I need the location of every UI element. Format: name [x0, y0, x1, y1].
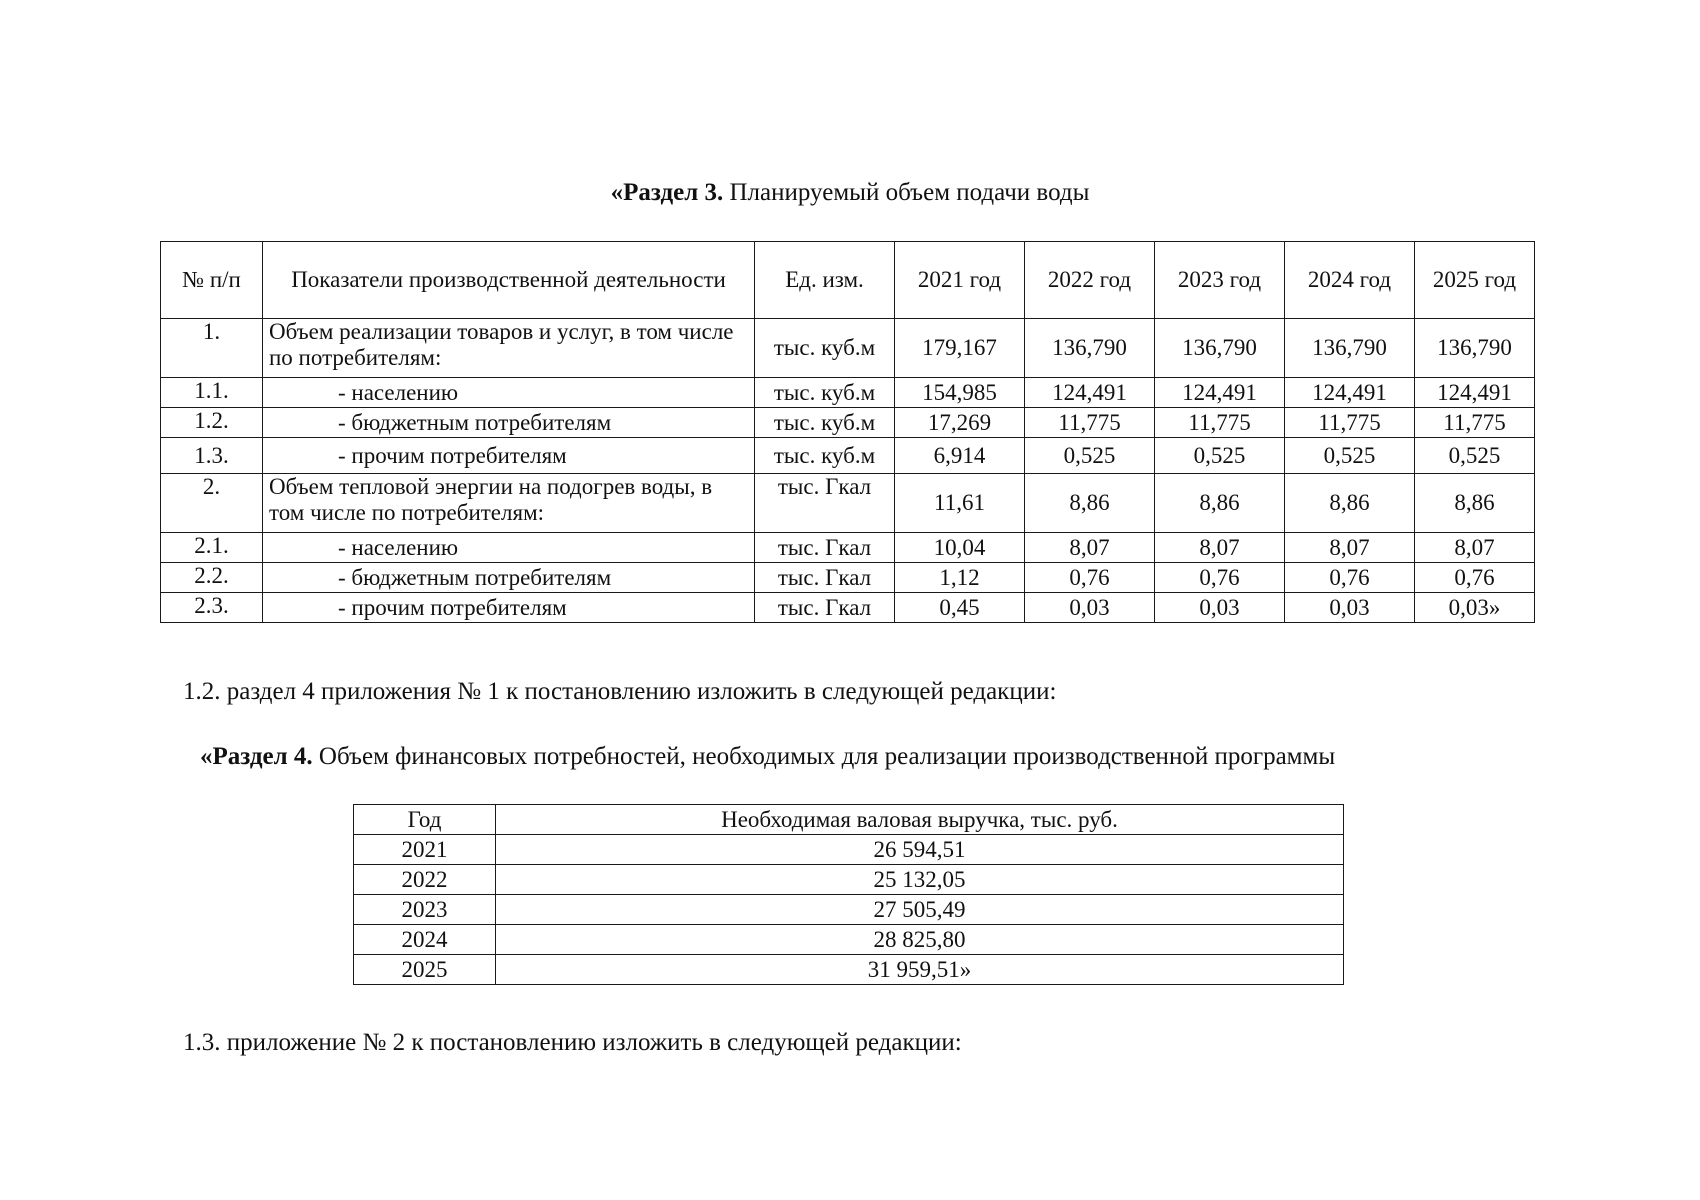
financial-needs-table	[353, 804, 1344, 985]
indicator-name: - населению	[263, 378, 755, 408]
section-3-title	[0, 178, 1700, 208]
value-2021: 154,985	[895, 378, 1025, 408]
value-2023: 0,76	[1155, 563, 1285, 593]
table-row	[354, 955, 1344, 985]
header-cell: Необходимая валовая выручка, тыс. руб.	[496, 805, 1344, 835]
indicator-name: - населению	[263, 533, 755, 563]
unit: тыс. куб.м	[755, 319, 895, 378]
header-cell: 2025 год	[1415, 242, 1535, 319]
row-number: 2.1.	[161, 533, 263, 563]
value-2025: 136,790	[1415, 319, 1535, 378]
paragraph-1-3: 1.3. приложение № 2 к постановлению изложить в следующей редакции:	[183, 1029, 962, 1056]
value-2022: 8,07	[1025, 533, 1155, 563]
value-2023: 136,790	[1155, 319, 1285, 378]
value-2025: 8,07	[1415, 533, 1535, 563]
year-cell: 2024	[354, 925, 496, 955]
value-2024: 136,790	[1285, 319, 1415, 378]
revenue-cell: 28 825,80	[496, 925, 1344, 955]
indicator-name: Объем тепловой энергии на подогрев воды, в том числе по потребителям:	[263, 474, 755, 533]
indicator-name: - прочим потребителям	[263, 438, 755, 474]
table-row	[161, 319, 1535, 378]
value-2025: 0,76	[1415, 563, 1535, 593]
header-cell: 2021 год	[895, 242, 1025, 319]
table-row	[354, 865, 1344, 895]
revenue-cell: 27 505,49	[496, 895, 1344, 925]
indicator-name: - бюджетным потребителям	[263, 408, 755, 438]
value-2024: 8,07	[1285, 533, 1415, 563]
header-cell: Год	[354, 805, 496, 835]
value-2025: 0,03»	[1415, 593, 1535, 623]
value-2022: 0,03	[1025, 593, 1155, 623]
value-2024: 8,86	[1285, 474, 1415, 533]
value-2021: 179,167	[895, 319, 1025, 378]
unit: тыс. Гкал	[755, 533, 895, 563]
table-row	[161, 474, 1535, 533]
year-cell: 2022	[354, 865, 496, 895]
value-2021: 0,45	[895, 593, 1025, 623]
table-row	[161, 563, 1535, 593]
unit: тыс. Гкал	[755, 474, 895, 533]
header-cell: 2024 год	[1285, 242, 1415, 319]
unit: тыс. Гкал	[755, 593, 895, 623]
value-2025: 124,491	[1415, 378, 1535, 408]
row-number: 1.1.	[161, 378, 263, 408]
value-2021: 6,914	[895, 438, 1025, 474]
header-cell: 2022 год	[1025, 242, 1155, 319]
row-number: 1.3.	[161, 438, 263, 474]
unit: тыс. Гкал	[755, 563, 895, 593]
value-2025: 8,86	[1415, 474, 1535, 533]
value-2024: 0,76	[1285, 563, 1415, 593]
year-cell: 2023	[354, 895, 496, 925]
table-row	[161, 408, 1535, 438]
header-cell: Показатели производственной деятельности	[263, 242, 755, 319]
value-2024: 124,491	[1285, 378, 1415, 408]
header-cell: 2023 год	[1155, 242, 1285, 319]
value-2025: 11,775	[1415, 408, 1535, 438]
indicator-name: Объем реализации товаров и услуг, в том числе по потребителям:	[263, 319, 755, 378]
section-4-title	[200, 742, 1335, 772]
row-number: 1.	[161, 319, 263, 378]
row-number: 2.	[161, 474, 263, 533]
year-cell: 2025	[354, 955, 496, 985]
value-2022: 0,76	[1025, 563, 1155, 593]
table-row	[161, 533, 1535, 563]
indicator-name: - прочим потребителям	[263, 593, 755, 623]
value-2022: 8,86	[1025, 474, 1155, 533]
value-2024: 0,525	[1285, 438, 1415, 474]
value-2021: 10,04	[895, 533, 1025, 563]
unit: тыс. куб.м	[755, 378, 895, 408]
indicator-name: - бюджетным потребителям	[263, 563, 755, 593]
table-row	[161, 438, 1535, 474]
table-row	[161, 593, 1535, 623]
section-4-title-text: Объем финансовых потребностей, необходимых для реализации производственной программы	[312, 743, 1336, 770]
revenue-cell: 25 132,05	[496, 865, 1344, 895]
value-2023: 8,86	[1155, 474, 1285, 533]
header-cell: № п/п	[161, 242, 263, 319]
paragraph-1-2: 1.2. раздел 4 приложения № 1 к постановлению изложить в следующей редакции:	[183, 678, 1057, 705]
value-2021: 17,269	[895, 408, 1025, 438]
value-2021: 1,12	[895, 563, 1025, 593]
unit: тыс. куб.м	[755, 438, 895, 474]
value-2025: 0,525	[1415, 438, 1535, 474]
section-3-title-bold: «Раздел 3.	[610, 179, 724, 206]
value-2023: 0,03	[1155, 593, 1285, 623]
section-4-title-bold: «Раздел 4.	[200, 743, 313, 770]
water-supply-table	[160, 241, 1535, 623]
row-number: 1.2.	[161, 408, 263, 438]
value-2023: 8,07	[1155, 533, 1285, 563]
value-2022: 11,775	[1025, 408, 1155, 438]
table-header-row	[161, 242, 1535, 319]
header-cell: Ед. изм.	[755, 242, 895, 319]
table-row	[354, 835, 1344, 865]
value-2023: 11,775	[1155, 408, 1285, 438]
revenue-cell: 26 594,51	[496, 835, 1344, 865]
value-2024: 11,775	[1285, 408, 1415, 438]
value-2022: 0,525	[1025, 438, 1155, 474]
value-2023: 124,491	[1155, 378, 1285, 408]
table-header-row	[354, 805, 1344, 835]
row-number: 2.2.	[161, 563, 263, 593]
table-row	[161, 378, 1535, 408]
revenue-cell: 31 959,51»	[496, 955, 1344, 985]
value-2023: 0,525	[1155, 438, 1285, 474]
value-2024: 0,03	[1285, 593, 1415, 623]
table-row	[354, 925, 1344, 955]
year-cell: 2021	[354, 835, 496, 865]
value-2022: 124,491	[1025, 378, 1155, 408]
value-2021: 11,61	[895, 474, 1025, 533]
value-2022: 136,790	[1025, 319, 1155, 378]
unit: тыс. куб.м	[755, 408, 895, 438]
table-row	[354, 895, 1344, 925]
section-3-title-text: Планируемый объем подачи воды	[723, 179, 1090, 206]
row-number: 2.3.	[161, 593, 263, 623]
